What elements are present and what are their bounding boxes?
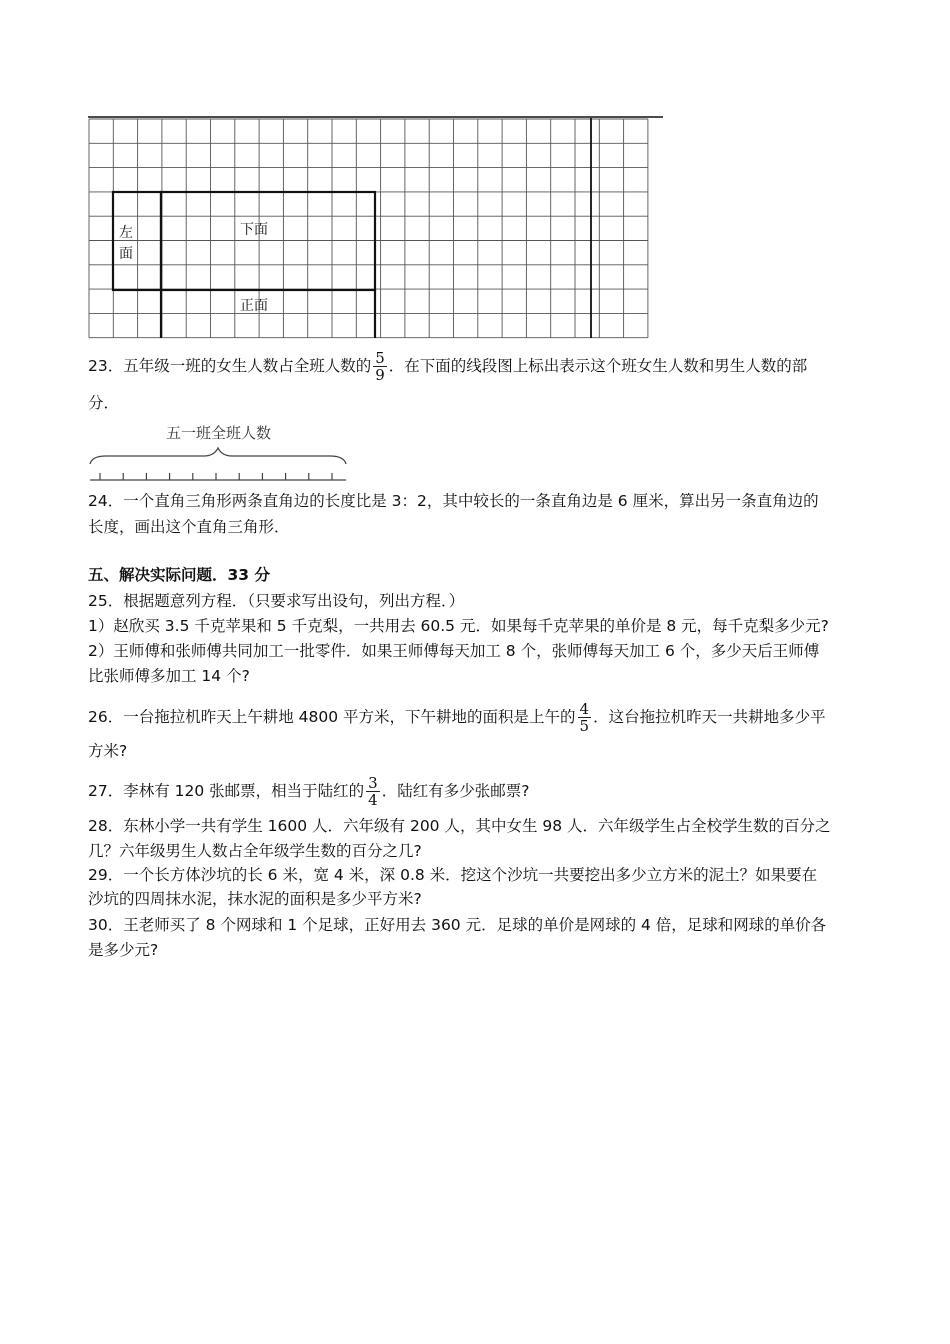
q27-line1: 27．李林有 120 张邮票，相当于陆红的 $\frac{3}{4}$ ．陆红有多少张邮票? xyxy=(88,774,530,809)
segment-brace xyxy=(90,448,346,464)
segment-ticks xyxy=(100,473,332,480)
q29-line1: 29．一个长方体沙坑的长 6 米，宽 4 米，深 0.8 米．挖这个沙坑一共要挖出多少立方米的泥土？如果要在 xyxy=(88,866,818,884)
q23-line1: 23．五年级一班的女生人数占全班人数的 $\frac{5}{9}$ ．在下面的线段图上标出表示这个班女生人数和男生人数的部 xyxy=(88,349,808,384)
q25-sub2b: 比张师傅多加工 14 个? xyxy=(88,667,250,685)
label-bottom-face: 下面 xyxy=(240,222,268,238)
q26-fraction: $\frac{4}{5}$ xyxy=(579,700,590,735)
q29-line2: 沙坑的四周抹水泥，抹水泥的面积是多少平方米? xyxy=(88,890,422,908)
grid-lines xyxy=(89,119,648,338)
grid-figure xyxy=(88,116,664,340)
label-left-top: 左 xyxy=(119,225,133,241)
q23-line2: 分． xyxy=(88,394,120,412)
q25-line1: 25．根据题意列方程．（只要求写出设句，列出方程．） xyxy=(88,592,465,610)
q26-line2: 方米? xyxy=(88,742,128,760)
label-front-face: 正面 xyxy=(240,298,268,314)
q28-line1: 28．东林小学一共有学生 1600 人．六年级有 200 人，其中女生 98 人．六年级学生占全校学生数的百分之 xyxy=(88,817,831,835)
q23-fraction: $\frac{5}{9}$ xyxy=(375,349,385,384)
bottom-face-rect xyxy=(161,192,375,290)
left-face-rect xyxy=(113,192,161,290)
q24-line2: 长度，画出这个直角三角形． xyxy=(88,518,290,536)
q24-line1: 24．一个直角三角形两条直角边的长度比是 3：2，其中较长的一条直角边是 6 厘米，算出另一条直角边的 xyxy=(88,492,819,510)
section5-title: 五、解决实际问题．33 分 xyxy=(88,566,270,584)
q26-line1: 26．一台拖拉机昨天上午耕地 4800 平方米，下午耕地的面积是上午的 $\frac{4}{5}$ ．这台拖拉机昨天一共耕地多少平 xyxy=(88,700,826,735)
q25-sub1: 1）赵欣买 3.5 千克苹果和 5 千克梨，一共用去 60.5 元．如果每千克苹果的单价是 8 元，每千克梨多少元? xyxy=(88,617,829,635)
q30-line2: 是多少元? xyxy=(88,941,159,959)
q25-sub2a: 2）王师傅和张师傅共同加工一批零件．如果王师傅每天加工 8 个，张师傅每天加工 6 个，多少天后王师傅 xyxy=(88,642,820,660)
segment-label: 五一班全班人数 xyxy=(166,424,272,442)
segment-diagram xyxy=(88,418,352,484)
q30-line1: 30．王老师买了 8 个网球和 1 个足球，正好用去 360 元．足球的单价是网球的 4 倍，足球和网球的单价各 xyxy=(88,916,827,934)
q28-line2: 几？六年级男生人数占全年级学生数的百分之几? xyxy=(88,842,422,860)
label-left-bottom: 面 xyxy=(119,246,133,262)
q27-fraction: $\frac{3}{4}$ xyxy=(368,774,378,809)
